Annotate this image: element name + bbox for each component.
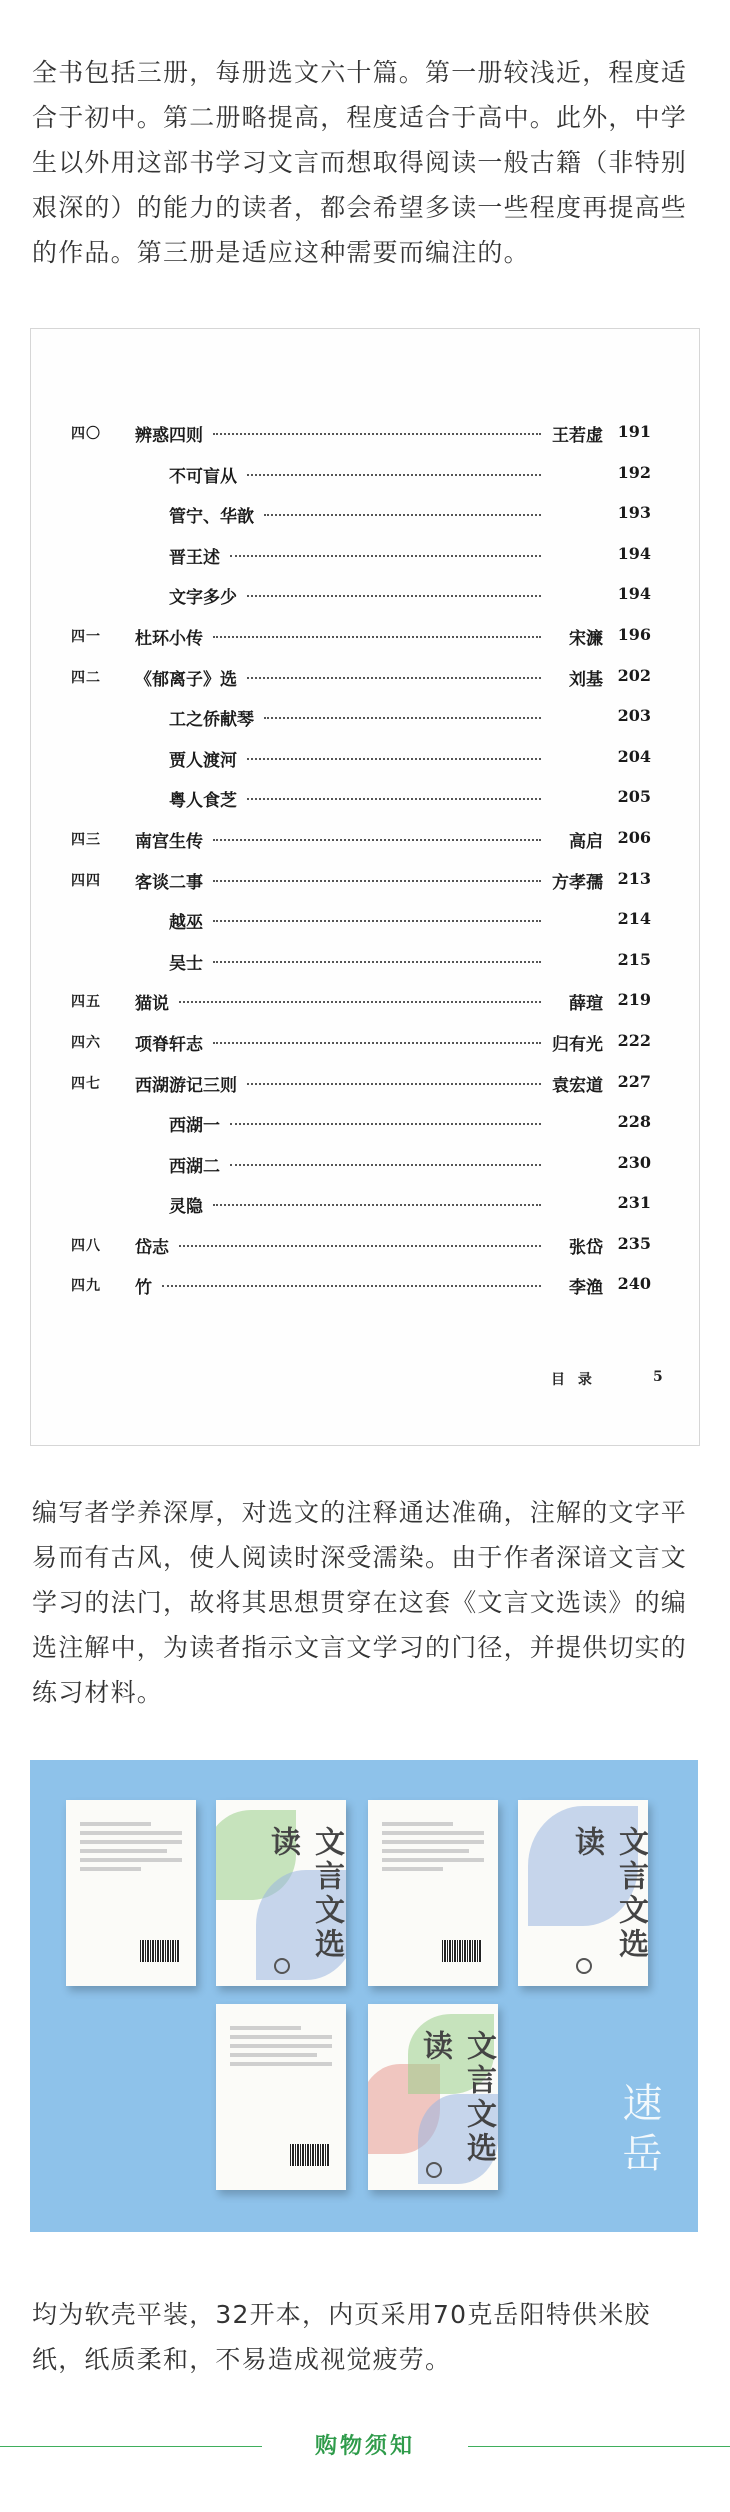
toc-row	[71, 1184, 651, 1225]
toc-leader-dots	[213, 636, 541, 638]
toc-entry-number: 四一	[71, 628, 101, 645]
toc-entry-title: 客谈二事	[135, 872, 203, 893]
toc-entry-number: 四四	[71, 872, 101, 889]
toc-entry-number: 四九	[71, 1278, 101, 1295]
toc-leader-dots	[213, 920, 541, 922]
toc-entry-page: 206	[617, 827, 651, 847]
toc-entry-page: 228	[617, 1112, 651, 1132]
toc-entry-author: 归有光	[548, 1030, 603, 1055]
toc-entry-page: 193	[617, 503, 651, 523]
toc-row	[71, 1063, 651, 1104]
toc-entry-title: 杜环小传	[135, 628, 203, 649]
toc-entry-title: 岱志	[135, 1237, 169, 1258]
toc-leader-dots	[264, 717, 541, 719]
book-title: 文言文选读	[417, 2030, 496, 2166]
toc-entry-title: 项脊轩志	[135, 1034, 203, 1055]
toc-entry-title: 不可盲从	[169, 466, 237, 487]
toc-entry-title: 贾人渡河	[169, 750, 237, 771]
toc-leader-dots	[247, 677, 541, 679]
toc-row	[71, 535, 651, 576]
toc-leader-dots	[247, 595, 541, 597]
toc-entry-number: 四八	[71, 1237, 101, 1254]
toc-entry-title: 粤人食芝	[169, 791, 237, 812]
toc-leader-dots	[162, 1285, 541, 1287]
toc-leader-dots	[264, 514, 541, 516]
toc-entry-page: 204	[617, 746, 651, 766]
toc-row	[71, 819, 651, 860]
toc-entry-author: 王若虚	[548, 421, 603, 446]
toc-entry-page: 203	[617, 706, 651, 726]
toc-leader-dots	[179, 1001, 541, 1003]
shopping-notice-heading: 购物须知	[314, 2434, 415, 2459]
toc-entry-page: 227	[617, 1071, 651, 1091]
toc-entry-page: 219	[617, 990, 651, 1010]
toc-row	[71, 860, 651, 901]
toc-entry-number: 四二	[71, 669, 101, 686]
toc-leader-dots	[213, 433, 541, 435]
toc-row	[71, 1144, 651, 1185]
toc-entry-title: 猫说	[135, 994, 169, 1015]
toc-list	[71, 413, 651, 1306]
book-front-cover	[216, 1800, 346, 1986]
toc-entry-page: 231	[617, 1193, 651, 1213]
toc-entry-page: 235	[617, 1233, 651, 1253]
toc-leader-dots	[230, 1123, 541, 1125]
toc-entry-author: 袁宏道	[548, 1071, 603, 1096]
toc-entry-title: 南宫生传	[135, 831, 203, 852]
toc-entry-page: 230	[617, 1152, 651, 1172]
format-paragraph: 均为软壳平装，32开本，内页采用70克岳阳特供米胶纸，纸质柔和，不易造成视觉疲劳。	[32, 2300, 651, 2374]
toc-entry-number: 四五	[71, 994, 101, 1011]
toc-entry-page: 222	[617, 1030, 651, 1050]
intro-paragraph: 全书包括三册，每册选文六十篇。第一册较浅近，程度适合于初中。第二册略提高，程度适合于高中。此外，中学生以外用这部书学习文言而想取得阅读一般古籍（非特别艰深的）的能力的读者，都会希望多读一些程度再提高些的作品。第三册是适应这种需要而编注的。	[32, 58, 688, 267]
toc-entry-page: 192	[617, 462, 651, 482]
book-photo	[30, 1760, 698, 2232]
toc-entry-title: 西湖一	[169, 1116, 220, 1137]
toc-entry-title: 西湖游记三则	[135, 1075, 237, 1096]
toc-leader-dots	[179, 1245, 541, 1247]
toc-row	[71, 981, 651, 1022]
toc-entry-title: 辨惑四则	[135, 426, 203, 446]
book-back-cover	[216, 2004, 346, 2190]
toc-entry-number: 四〇	[71, 426, 101, 442]
toc-row	[71, 494, 651, 535]
book-back-cover	[368, 1800, 498, 1986]
toc-entry-title: 管宁、华歆	[169, 507, 254, 528]
toc-entry-title: 工之侨献琴	[169, 710, 254, 731]
toc-entry-number: 四六	[71, 1034, 101, 1051]
toc-row	[71, 575, 651, 616]
book-front-cover	[368, 2004, 498, 2190]
toc-leader-dots	[230, 555, 541, 557]
toc-entry-title: 吴士	[169, 953, 203, 974]
toc-entry-page: 213	[617, 868, 651, 888]
toc-leader-dots	[213, 839, 541, 841]
toc-footer-label: 目 录	[551, 1372, 596, 1388]
toc-entry-page: 215	[617, 949, 651, 969]
toc-entry-number: 四三	[71, 831, 101, 848]
toc-entry-page: 214	[617, 909, 651, 929]
toc-leader-dots	[213, 961, 541, 963]
toc-entry-author: 张岱	[565, 1233, 603, 1258]
toc-row	[71, 1103, 651, 1144]
toc-leader-dots	[213, 1042, 541, 1044]
toc-leader-dots	[247, 758, 541, 760]
toc-entry-title: 西湖二	[169, 1156, 220, 1177]
toc-leader-dots	[247, 474, 541, 476]
toc-row	[71, 454, 651, 495]
book-title: 文言文选读	[265, 1826, 344, 1962]
toc-row	[71, 1265, 651, 1306]
toc-leader-dots	[247, 1083, 541, 1085]
toc-row	[71, 1225, 651, 1266]
toc-entry-page: 194	[617, 543, 651, 563]
toc-row	[71, 900, 651, 941]
toc-leader-dots	[213, 1204, 541, 1206]
toc-entry-author: 李渔	[565, 1273, 603, 1298]
toc-page-image	[30, 328, 700, 1446]
toc-row	[71, 657, 651, 698]
book-back-cover	[66, 1800, 196, 1986]
toc-entry-author: 薛瑄	[565, 989, 603, 1014]
toc-row	[71, 1022, 651, 1063]
toc-row	[71, 738, 651, 779]
toc-entry-title: 灵隐	[169, 1197, 203, 1218]
toc-entry-page: 191	[617, 422, 651, 441]
toc-footer-page-number: 5	[653, 1369, 663, 1385]
toc-entry-author: 高启	[565, 827, 603, 852]
toc-entry-author: 刘基	[565, 665, 603, 690]
toc-leader-dots	[230, 1164, 541, 1166]
toc-row	[71, 941, 651, 982]
book-title: 文言文选读	[569, 1826, 648, 1962]
toc-leader-dots	[247, 798, 541, 800]
toc-entry-page: 202	[617, 665, 651, 685]
toc-row	[71, 697, 651, 738]
book-front-cover	[518, 1800, 648, 1986]
toc-row	[71, 413, 651, 454]
toc-entry-page: 240	[617, 1274, 651, 1294]
seal-mark: 速岳	[616, 2082, 662, 2182]
toc-entry-page: 205	[617, 787, 651, 807]
toc-entry-title: 晋王述	[169, 547, 220, 568]
toc-entry-page: 196	[617, 624, 651, 644]
toc-entry-author: 方孝孺	[548, 868, 603, 893]
toc-entry-author: 宋濂	[565, 624, 603, 649]
toc-row	[71, 616, 651, 657]
toc-row	[71, 778, 651, 819]
toc-entry-number: 四七	[71, 1075, 101, 1092]
toc-leader-dots	[213, 880, 541, 882]
toc-entry-title: 竹	[135, 1278, 152, 1299]
toc-entry-page: 194	[617, 584, 651, 604]
toc-entry-title: 越巫	[169, 913, 203, 934]
toc-entry-title: 《郁离子》选	[135, 669, 237, 690]
editor-paragraph: 编写者学养深厚，对选文的注释通达准确，注解的文字平易而有古风，使人阅读时深受濡染。由于作者深谙文言文学习的法门，故将其思想贯穿在这套《文言文选读》的编选注解中，为读者指示文言文学习的门径，并提供切实的练习材料。	[32, 1498, 688, 1707]
toc-entry-title: 文字多少	[169, 588, 237, 609]
